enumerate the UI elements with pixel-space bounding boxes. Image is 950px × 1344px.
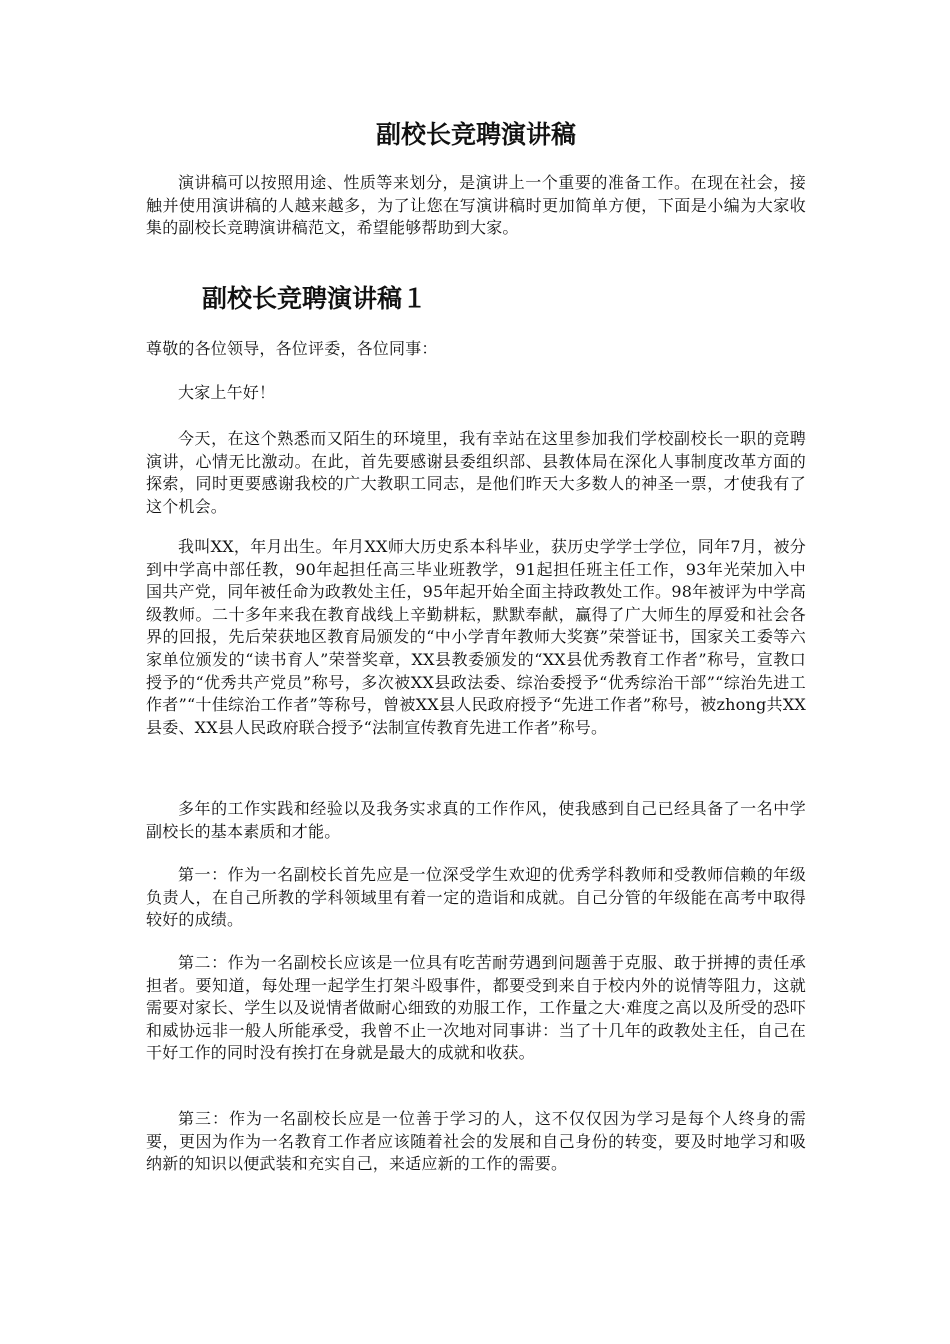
document-title: 副校长竞聘演讲稿	[375, 120, 576, 149]
today-paragraph: 今天，在这个熟悉而又陌生的环境里，我有幸站在这里参加我们学校副校长一职的竞聘演讲，心情无比激动。在此，首先要感谢县委组织部、县教体局在深化人事制度改革方面的探索，同时更要感谢我校的广大教职工同志，是他们昨天大多数人的神圣一票，才使我有了这个机会。	[146, 429, 806, 516]
point-two-paragraph: 第二：作为一名副校长应该是一位具有吃苦耐劳遇到问题善于克服、敢于拼搏的责任承担者。要知道，每处理一起学生打架斗殴事件，都要受到来自于校内外的说情等阻力，这就需要对家长、学生以及说情者做耐心细致的劝服工作，工作量之大·难度之高以及所受的恐吓和威协远非一般人所能承受，我曾不止一次地对同事讲：当了十几年的政教处主任，自己在干好工作的同时没有挨打在身就是最大的成就和收获。	[146, 953, 806, 1063]
experience-paragraph: 多年的工作实践和经验以及我务实求真的工作作风，使我感到自己已经具备了一名中学副校长的基本素质和才能。	[146, 799, 806, 841]
point-one-paragraph: 第一：作为一名副校长首先应是一位深受学生欢迎的优秀学科教师和受教师信赖的年级负责人，在自己所教的学科领域里有着一定的造诣和成就。自己分管的年级能在高考中取得较好的成绩。	[146, 865, 806, 930]
greeting-paragraph: 尊敬的各位领导，各位评委，各位同事：	[146, 339, 438, 358]
intro-paragraph: 演讲稿可以按照用途、性质等来划分，是演讲上一个重要的准备工作。在现在社会，接触并使用演讲稿的人越来越多，为了让您在写演讲稿时更加简单方便，下面是小编为大家收集的副校长竞聘演讲稿范文，希望能够帮助到大家。	[146, 173, 806, 238]
point-three-paragraph: 第三：作为一名副校长应是一位善于学习的人，这不仅仅因为学习是每个人终身的需要，更因为作为一名教育工作者应该随着社会的发展和自己身份的转变，要及时地学习和吸纳新的知识以便武装和充实自己，来适应新的工作的需要。	[146, 1109, 806, 1174]
hello-paragraph: 大家上午好！	[178, 383, 276, 402]
section-title: 副校长竞聘演讲稿１	[202, 284, 428, 313]
self-introduction-paragraph: 我叫XX，年月出生。年月XX师大历史系本科毕业，获历史学学士学位，同年7月，被分到中学高中部任教，90年起担任高三毕业班教学，91起担任班主任工作，93年光荣加入中国共产党，同年被任命为政教处主任，95年起开始全面主持政教处工作。98年被评为中学高级教师。二十多年来我在教育战线上辛勤耕耘，默默奉献，赢得了广大师生的厚爱和社会各界的回报，先后荣获地区教育局颁发的“中小学青年教师大奖赛”荣誉证书，国家关工委等六家单位颁发的“读书育人”荣誉奖章，XX县教委颁发的“XX县优秀教育工作者”称号，宣教口授予的“优秀共产党员”称号，多次被XX县政法委、综治委授予“优秀综治干部”“综治先进工作者”“十佳综治工作者”等称号，曾被XX县人民政府授予“先进工作者”称号，被zhong共XX县委、XX县人民政府联合授予“法制宣传教育先进工作者”称号。	[146, 537, 806, 737]
